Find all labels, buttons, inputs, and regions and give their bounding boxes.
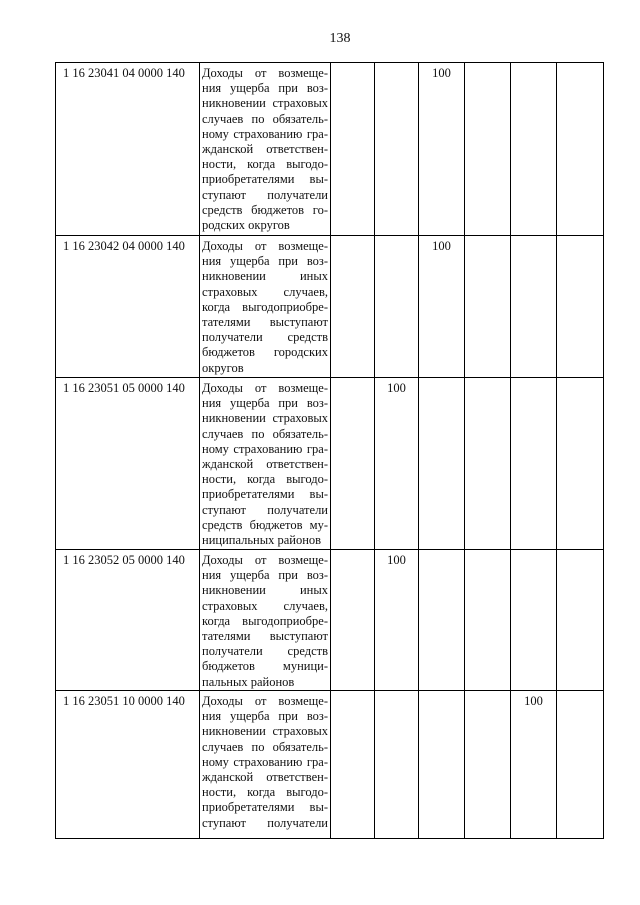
value-cell [557,550,604,691]
description-line: Доходы от возмеще- [202,66,328,80]
description-line: ному страхованию гра- [202,441,328,456]
value-cell [419,236,465,378]
description-line: страховых случаев, [202,598,328,613]
description-line: ния ущерба при воз- [202,709,328,724]
value-text: 100 [524,694,543,708]
description-line: Доходы от возмеще- [202,381,328,395]
description-line: округов [202,360,244,375]
value-cell [511,236,557,378]
description-line: приобретателями вы- [202,172,328,187]
description-line: получатели средств [202,644,328,659]
income-code: 1 16 23041 04 0000 140 [63,66,185,80]
value-cell [375,63,419,236]
value-cell [331,378,375,550]
budget-table [55,62,604,839]
description-line: никновении иных [202,583,328,598]
description-line: никновении страховых [202,96,328,111]
value-cell [465,236,511,378]
code-cell [56,691,200,839]
description-line: приобретателями вы- [202,487,328,502]
description-line: жданской ответствен- [202,769,328,784]
value-cell [331,550,375,691]
description-line: ступают получатели [202,187,328,202]
description-line: Доходы от возмеще- [202,239,328,253]
description-line: Доходы от возмеще- [202,694,328,708]
description-line: приобретателями вы- [202,800,328,815]
description-line: родских округов [202,217,290,232]
description-line: ному страхованию гра- [202,126,328,141]
description-line: ступают получатели [202,815,328,830]
value-cell [331,63,375,236]
description-line: когда выгодоприобре- [202,299,328,314]
value-cell [465,691,511,839]
value-cell [419,691,465,839]
description-cell [200,236,331,378]
description-line: Доходы от возмеще- [202,553,328,567]
description-line: ности, когда выгодо- [202,157,328,172]
value-text: 100 [387,553,406,567]
value-cell [511,378,557,550]
table-row [56,378,604,550]
value-cell [465,550,511,691]
code-cell [56,378,200,550]
value-cell [375,550,419,691]
description-cell [200,378,331,550]
value-cell [419,550,465,691]
description-line: когда выгодоприобре- [202,613,328,628]
value-cell [331,691,375,839]
description-line: случаев по обязатель- [202,426,328,441]
value-text: 100 [387,381,406,395]
description-line: получатели средств [202,330,328,345]
value-cell [465,378,511,550]
value-cell [511,691,557,839]
description-line: жданской ответствен- [202,141,328,156]
description-line: случаев по обязатель- [202,111,328,126]
value-cell [557,236,604,378]
table-row [56,691,604,839]
value-cell [557,691,604,839]
description-line: ниципальных районов [202,532,322,547]
description-line: страховых случаев, [202,284,328,299]
description-line: жданской ответствен- [202,456,328,471]
value-cell [465,63,511,236]
description-line: никновении иных [202,269,328,284]
income-code: 1 16 23052 05 0000 140 [63,553,185,567]
description-line: ния ущерба при воз- [202,81,328,96]
description-line: ступают получатели [202,502,328,517]
description-cell [200,550,331,691]
value-cell [511,63,557,236]
description-line: ния ущерба при воз- [202,396,328,411]
value-text: 100 [432,66,451,80]
table-row [56,550,604,691]
value-cell [557,63,604,236]
income-code: 1 16 23042 04 0000 140 [63,239,185,253]
description-line: ности, когда выгодо- [202,472,328,487]
description-line: средств бюджетов го- [202,202,328,217]
description-line: ния ущерба при воз- [202,254,328,269]
table-row [56,236,604,378]
value-cell [419,63,465,236]
table-row [56,63,604,236]
value-cell [557,378,604,550]
description-line: ности, когда выгодо- [202,785,328,800]
income-code: 1 16 23051 05 0000 140 [63,381,185,395]
income-code: 1 16 23051 10 0000 140 [63,694,185,708]
value-cell [375,236,419,378]
value-cell [375,378,419,550]
description-line: тателями выступают [202,628,328,643]
value-text: 100 [432,239,451,253]
budget-table-body [56,63,604,839]
description-line: ному страхованию гра- [202,754,328,769]
value-cell [511,550,557,691]
value-cell [331,236,375,378]
code-cell [56,63,200,236]
description-line: ния ущерба при воз- [202,568,328,583]
code-cell [56,550,200,691]
description-line: никновении страховых [202,724,328,739]
page-number: 138 [329,31,351,46]
description-cell [200,63,331,236]
code-cell [56,236,200,378]
description-cell [200,691,331,839]
description-line: пальных районов [202,674,295,689]
value-cell [375,691,419,839]
description-line: тателями выступают [202,314,328,329]
description-line: бюджетов городских [202,345,328,360]
value-cell [419,378,465,550]
description-line: никновении страховых [202,411,328,426]
description-line: бюджетов муници- [202,659,328,674]
description-line: средств бюджетов му- [202,517,328,532]
description-line: случаев по обязатель- [202,739,328,754]
